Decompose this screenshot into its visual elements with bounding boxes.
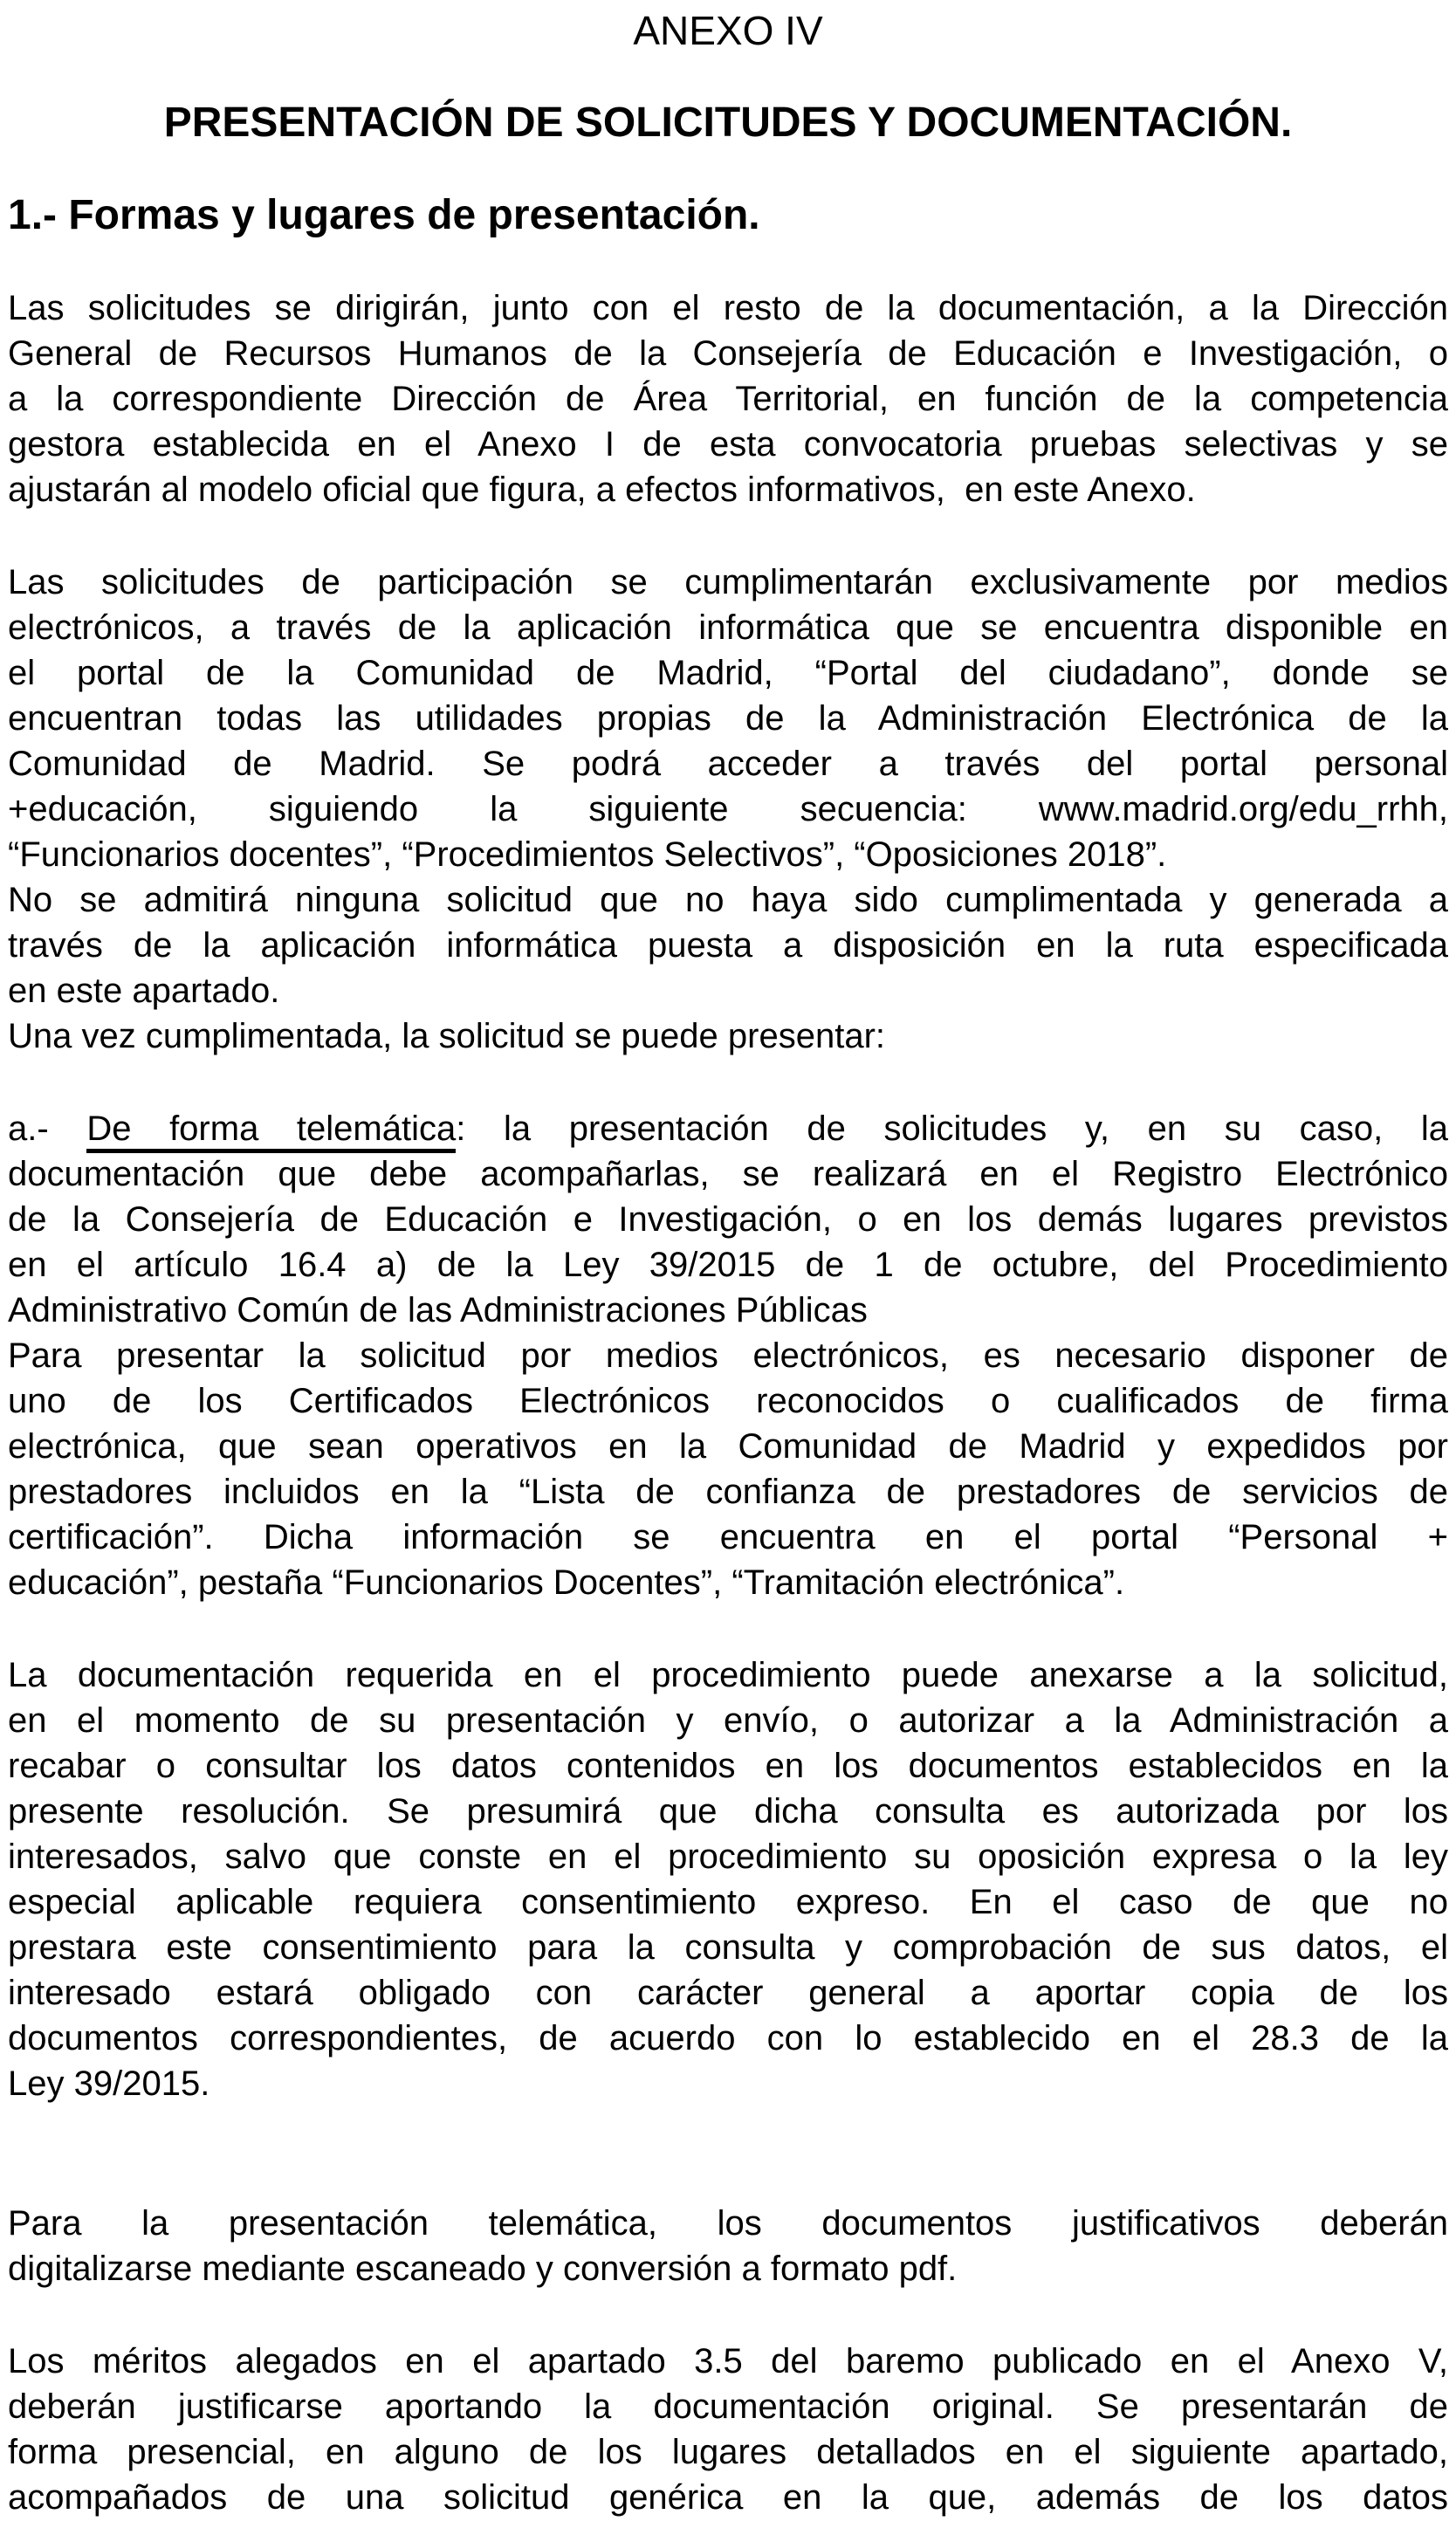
text-line: No se admitirá ninguna solicitud que no haya sido cumplimentada y generada a	[8, 881, 1448, 919]
text-line: certificación”. Dicha información se encuentra en el portal “Personal +	[8, 1518, 1448, 1556]
text-line: deberán justificarse aportando la documentación original. Se presentarán de	[8, 2387, 1448, 2426]
text-line: Los méritos alegados en el apartado 3.5 del baremo publicado en el Anexo V,	[8, 2342, 1448, 2380]
text-line: Comunidad de Madrid. Se podrá acceder a través del portal personal	[8, 745, 1448, 783]
text-line: acompañados de una solicitud genérica en la que, además de los datos	[8, 2478, 1448, 2517]
text-line: electrónica, que sean operativos en la Comunidad de Madrid y expedidos por	[8, 1427, 1448, 1466]
text-line: prestadores incluidos en la “Lista de confianza de prestadores de servicios de	[8, 1473, 1448, 1511]
text-line: documentación que debe acompañarlas, se realizará en el Registro Electrónico	[8, 1155, 1448, 1193]
text-line: uno de los Certificados Electrónicos reconocidos o cualificados de firma	[8, 1382, 1448, 1420]
text-line: Para presentar la solicitud por medios electrónicos, es necesario disponer de	[8, 1336, 1448, 1375]
text-line: presente resolución. Se presumirá que dicha consulta es autorizada por los	[8, 1792, 1448, 1831]
underlined-text: De forma telemática	[86, 1109, 456, 1153]
text-line: través de la aplicación informática puesta a disposición en la ruta especificada	[8, 926, 1448, 965]
text-line: interesados, salvo que conste en el procedimiento su oposición expresa o la ley	[8, 1838, 1448, 1876]
text-segment: a.-	[8, 1109, 87, 1148]
text-line: Las solicitudes de participación se cumplimentarán exclusivamente por medios	[8, 563, 1448, 601]
paragraph-group-documentacion-requerida	[8, 1652, 1448, 2106]
text-line: documentos correspondientes, de acuerdo con lo establecido en el 28.3 de la	[8, 2019, 1448, 2057]
text-line: encuentran todas las utilidades propias de la Administración Electrónica de la	[8, 699, 1448, 738]
text-line: Para la presentación telemática, los documentos justificativos deberán	[8, 2204, 1448, 2243]
text-line: en el artículo 16.4 a) de la Ley 39/2015 de 1 de octubre, del Procedimiento	[8, 1246, 1448, 1284]
document-title: PRESENTACIÓN DE SOLICITUDES Y DOCUMENTACIÓN.	[163, 100, 1293, 146]
text-line: en este apartado.	[8, 972, 280, 1010]
text-line: recabar o consultar los datos contenidos en los documentos establecidos en la	[8, 1747, 1448, 1785]
text-line: en el momento de su presentación y envío, o autorizar a la Administración a	[8, 1701, 1448, 1740]
text-line: electrónicos, a través de la aplicación informática que se encuentra disponible en	[8, 608, 1448, 647]
section-heading: 1.- Formas y lugares de presentación.	[8, 192, 760, 238]
text-line: General de Recursos Humanos de la Consejería de Educación e Investigación, o	[8, 334, 1448, 373]
text-line: ajustarán al modelo oficial que figura, a efectos informativos, en este Anexo.	[8, 471, 1196, 509]
text-line: de la Consejería de Educación e Investigación, o en los demás lugares previstos	[8, 1200, 1448, 1239]
text-line: +educación, siguiendo la siguiente secuencia: www.madrid.org/edu_rrhh,	[8, 790, 1448, 828]
paragraph-group-meritos-apartado-35	[8, 2339, 1448, 2520]
text-line: forma presencial, en alguno de los lugares detallados en el siguiente apartado,	[8, 2433, 1448, 2471]
text-line: prestara este consentimiento para la consulta y comprobación de sus datos, el	[8, 1928, 1448, 1967]
text-line: interesado estará obligado con carácter general a aportar copia de los	[8, 1974, 1448, 2012]
paragraph-group-forma-telematica	[8, 1106, 1448, 1605]
text-line: “Funcionarios docentes”, “Procedimientos Selectivos”, “Oposiciones 2018”.	[8, 835, 1167, 874]
text-line: educación”, pestaña “Funcionarios Docentes”, “Tramitación electrónica”.	[8, 1563, 1125, 1602]
text-line: La documentación requerida en el procedimiento puede anexarse a la solicitud,	[8, 1656, 1448, 1694]
annex-label: ANEXO IV	[633, 8, 823, 53]
paragraph-group-presentacion-telematica-pdf	[8, 2201, 1448, 2291]
text-line: a la correspondiente Dirección de Área Territorial, en función de la competencia	[8, 380, 1448, 418]
text-segment: : la presentación de solicitudes y, en su caso, la	[456, 1109, 1448, 1148]
text-line: Ley 39/2015.	[8, 2064, 210, 2103]
text-line: Las solicitudes se dirigirán, junto con el resto de la documentación, a la Dirección	[8, 289, 1448, 327]
document-body	[8, 285, 1448, 2520]
paragraph-group-formas-parrafo-2	[8, 560, 1448, 1059]
text-line: Una vez cumplimentada, la solicitud se puede presentar:	[8, 1017, 885, 1055]
text-line: especial aplicable requiera consentimiento expreso. En el caso de que no	[8, 1883, 1448, 1921]
text-line: gestora establecida en el Anexo I de esta convocatoria pruebas selectivas y se	[8, 425, 1448, 464]
text-line: Administrativo Común de las Administraciones Públicas	[8, 1291, 868, 1329]
text-line: digitalizarse mediante escaneado y conversión a formato pdf.	[8, 2250, 958, 2288]
paragraph-group-formas-parrafo-1	[8, 285, 1448, 512]
text-line: el portal de la Comunidad de Madrid, “Portal del ciudadano”, donde se	[8, 654, 1448, 692]
text-line	[8, 1106, 1448, 1151]
